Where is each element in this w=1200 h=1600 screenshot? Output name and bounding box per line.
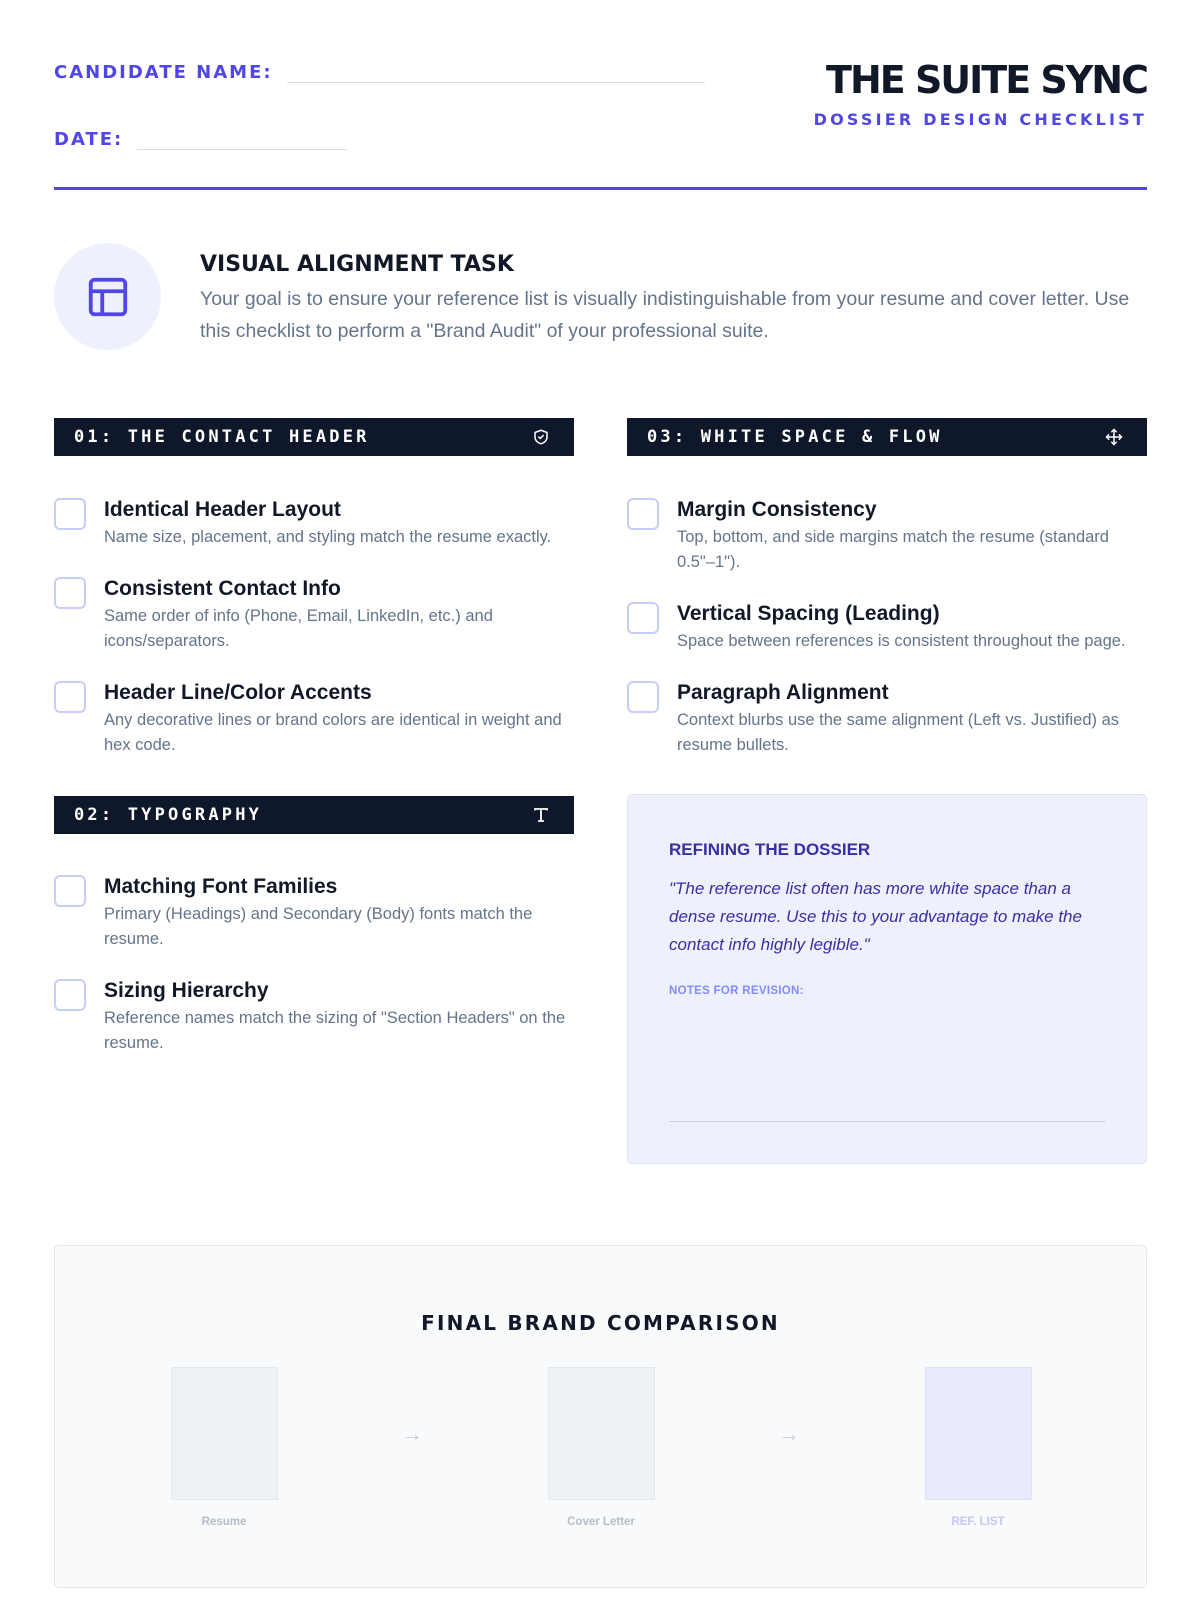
refining-title: REFINING THE DOSSIER — [669, 840, 871, 859]
checkbox[interactable] — [54, 875, 86, 907]
item-description: Any decorative lines or brand colors are identical in weight and hex code. — [104, 711, 562, 754]
section-header-contact — [54, 418, 574, 456]
checkbox[interactable] — [54, 681, 86, 713]
item-description: Name size, placement, and styling match the resume exactly. — [104, 528, 552, 546]
item-description: Space between references is consistent throughout the page. — [677, 632, 1126, 650]
date-label: DATE: — [54, 129, 124, 150]
item-title: Margin Consistency — [677, 498, 877, 521]
reference-list-thumbnail — [925, 1367, 1032, 1500]
checklist-item — [627, 602, 1147, 654]
checklist-item — [627, 498, 1147, 575]
resume-thumbnail — [171, 1367, 278, 1500]
arrow-right-icon: → — [778, 1421, 800, 1446]
candidate-name-field — [54, 62, 705, 83]
item-title: Matching Font Families — [104, 875, 338, 898]
section-title: 03: WHITE SPACE & FLOW — [647, 427, 943, 447]
move-icon — [1103, 426, 1125, 448]
layout-icon — [85, 274, 131, 320]
type-icon — [530, 804, 552, 826]
checkbox[interactable] — [54, 498, 86, 530]
refining-callout — [627, 794, 1147, 1164]
date-input-line[interactable] — [137, 132, 347, 150]
intro-title: VISUAL ALIGNMENT TASK — [200, 252, 514, 277]
date-field — [54, 129, 347, 150]
item-description: Context blurbs use the same alignment (Left vs. Justified) as resume bullets. — [677, 711, 1120, 754]
checkbox[interactable] — [627, 498, 659, 530]
checklist-item — [54, 979, 574, 1056]
candidate-name-label: CANDIDATE NAME: — [54, 62, 273, 83]
arrow-right-icon: → — [401, 1421, 423, 1446]
checkbox[interactable] — [627, 602, 659, 634]
item-title: Consistent Contact Info — [104, 577, 341, 600]
notes-label: NOTES FOR REVISION: — [669, 985, 804, 997]
checkbox[interactable] — [54, 577, 86, 609]
checkbox[interactable] — [627, 681, 659, 713]
brand-subtitle: DOSSIER DESIGN CHECKLIST — [813, 110, 1147, 129]
section-header-whitespace — [627, 418, 1147, 456]
refining-quote: "The reference list often has more white space than a dense resume. Use this to your advantage to make the contact info highly legible." — [669, 879, 1082, 954]
cover-letter-thumbnail — [548, 1367, 655, 1500]
section-title: 02: TYPOGRAPHY — [74, 805, 263, 825]
checklist-item — [54, 498, 574, 550]
cover-letter-label: Cover Letter — [567, 1516, 635, 1528]
checklist-item — [627, 681, 1127, 758]
item-description: Reference names match the sizing of "Section Headers" on the resume. — [104, 1009, 566, 1052]
checklist-item — [54, 875, 554, 952]
item-description: Top, bottom, and side margins match the resume (standard 0.5"–1"). — [677, 528, 1109, 571]
brand-comparison-panel — [54, 1245, 1147, 1588]
item-title: Header Line/Color Accents — [104, 681, 372, 704]
comparison-title: FINAL BRAND COMPARISON — [421, 1311, 780, 1335]
notes-input-line[interactable] — [669, 1121, 1106, 1122]
checklist-item — [54, 577, 534, 654]
checkbox[interactable] — [54, 979, 86, 1011]
resume-label: Resume — [201, 1516, 247, 1528]
item-description: Same order of info (Phone, Email, LinkedIn, etc.) and icons/separators. — [104, 607, 493, 650]
item-title: Paragraph Alignment — [677, 681, 889, 704]
item-title: Identical Header Layout — [104, 498, 341, 521]
checklist-page — [54, 0, 1147, 1600]
section-header-typography — [54, 796, 574, 834]
intro-icon-circle — [54, 243, 161, 350]
item-title: Sizing Hierarchy — [104, 979, 269, 1002]
candidate-name-input-line[interactable] — [287, 65, 705, 83]
item-title: Vertical Spacing (Leading) — [677, 602, 940, 625]
item-description: Primary (Headings) and Secondary (Body) fonts match the resume. — [104, 905, 533, 948]
section-title: 01: THE CONTACT HEADER — [74, 427, 370, 447]
checklist-item — [54, 681, 574, 758]
reference-list-label: REF. LIST — [951, 1516, 1005, 1528]
header-divider — [54, 187, 1147, 190]
intro-text: Your goal is to ensure your reference list is visually indistinguishable from your resume and cover letter. Use this checklist to perform a "Brand Audit" of your professional suite. — [200, 288, 1130, 342]
shield-icon — [530, 426, 552, 448]
brand-title: THE SUITE SYNC — [826, 58, 1147, 102]
